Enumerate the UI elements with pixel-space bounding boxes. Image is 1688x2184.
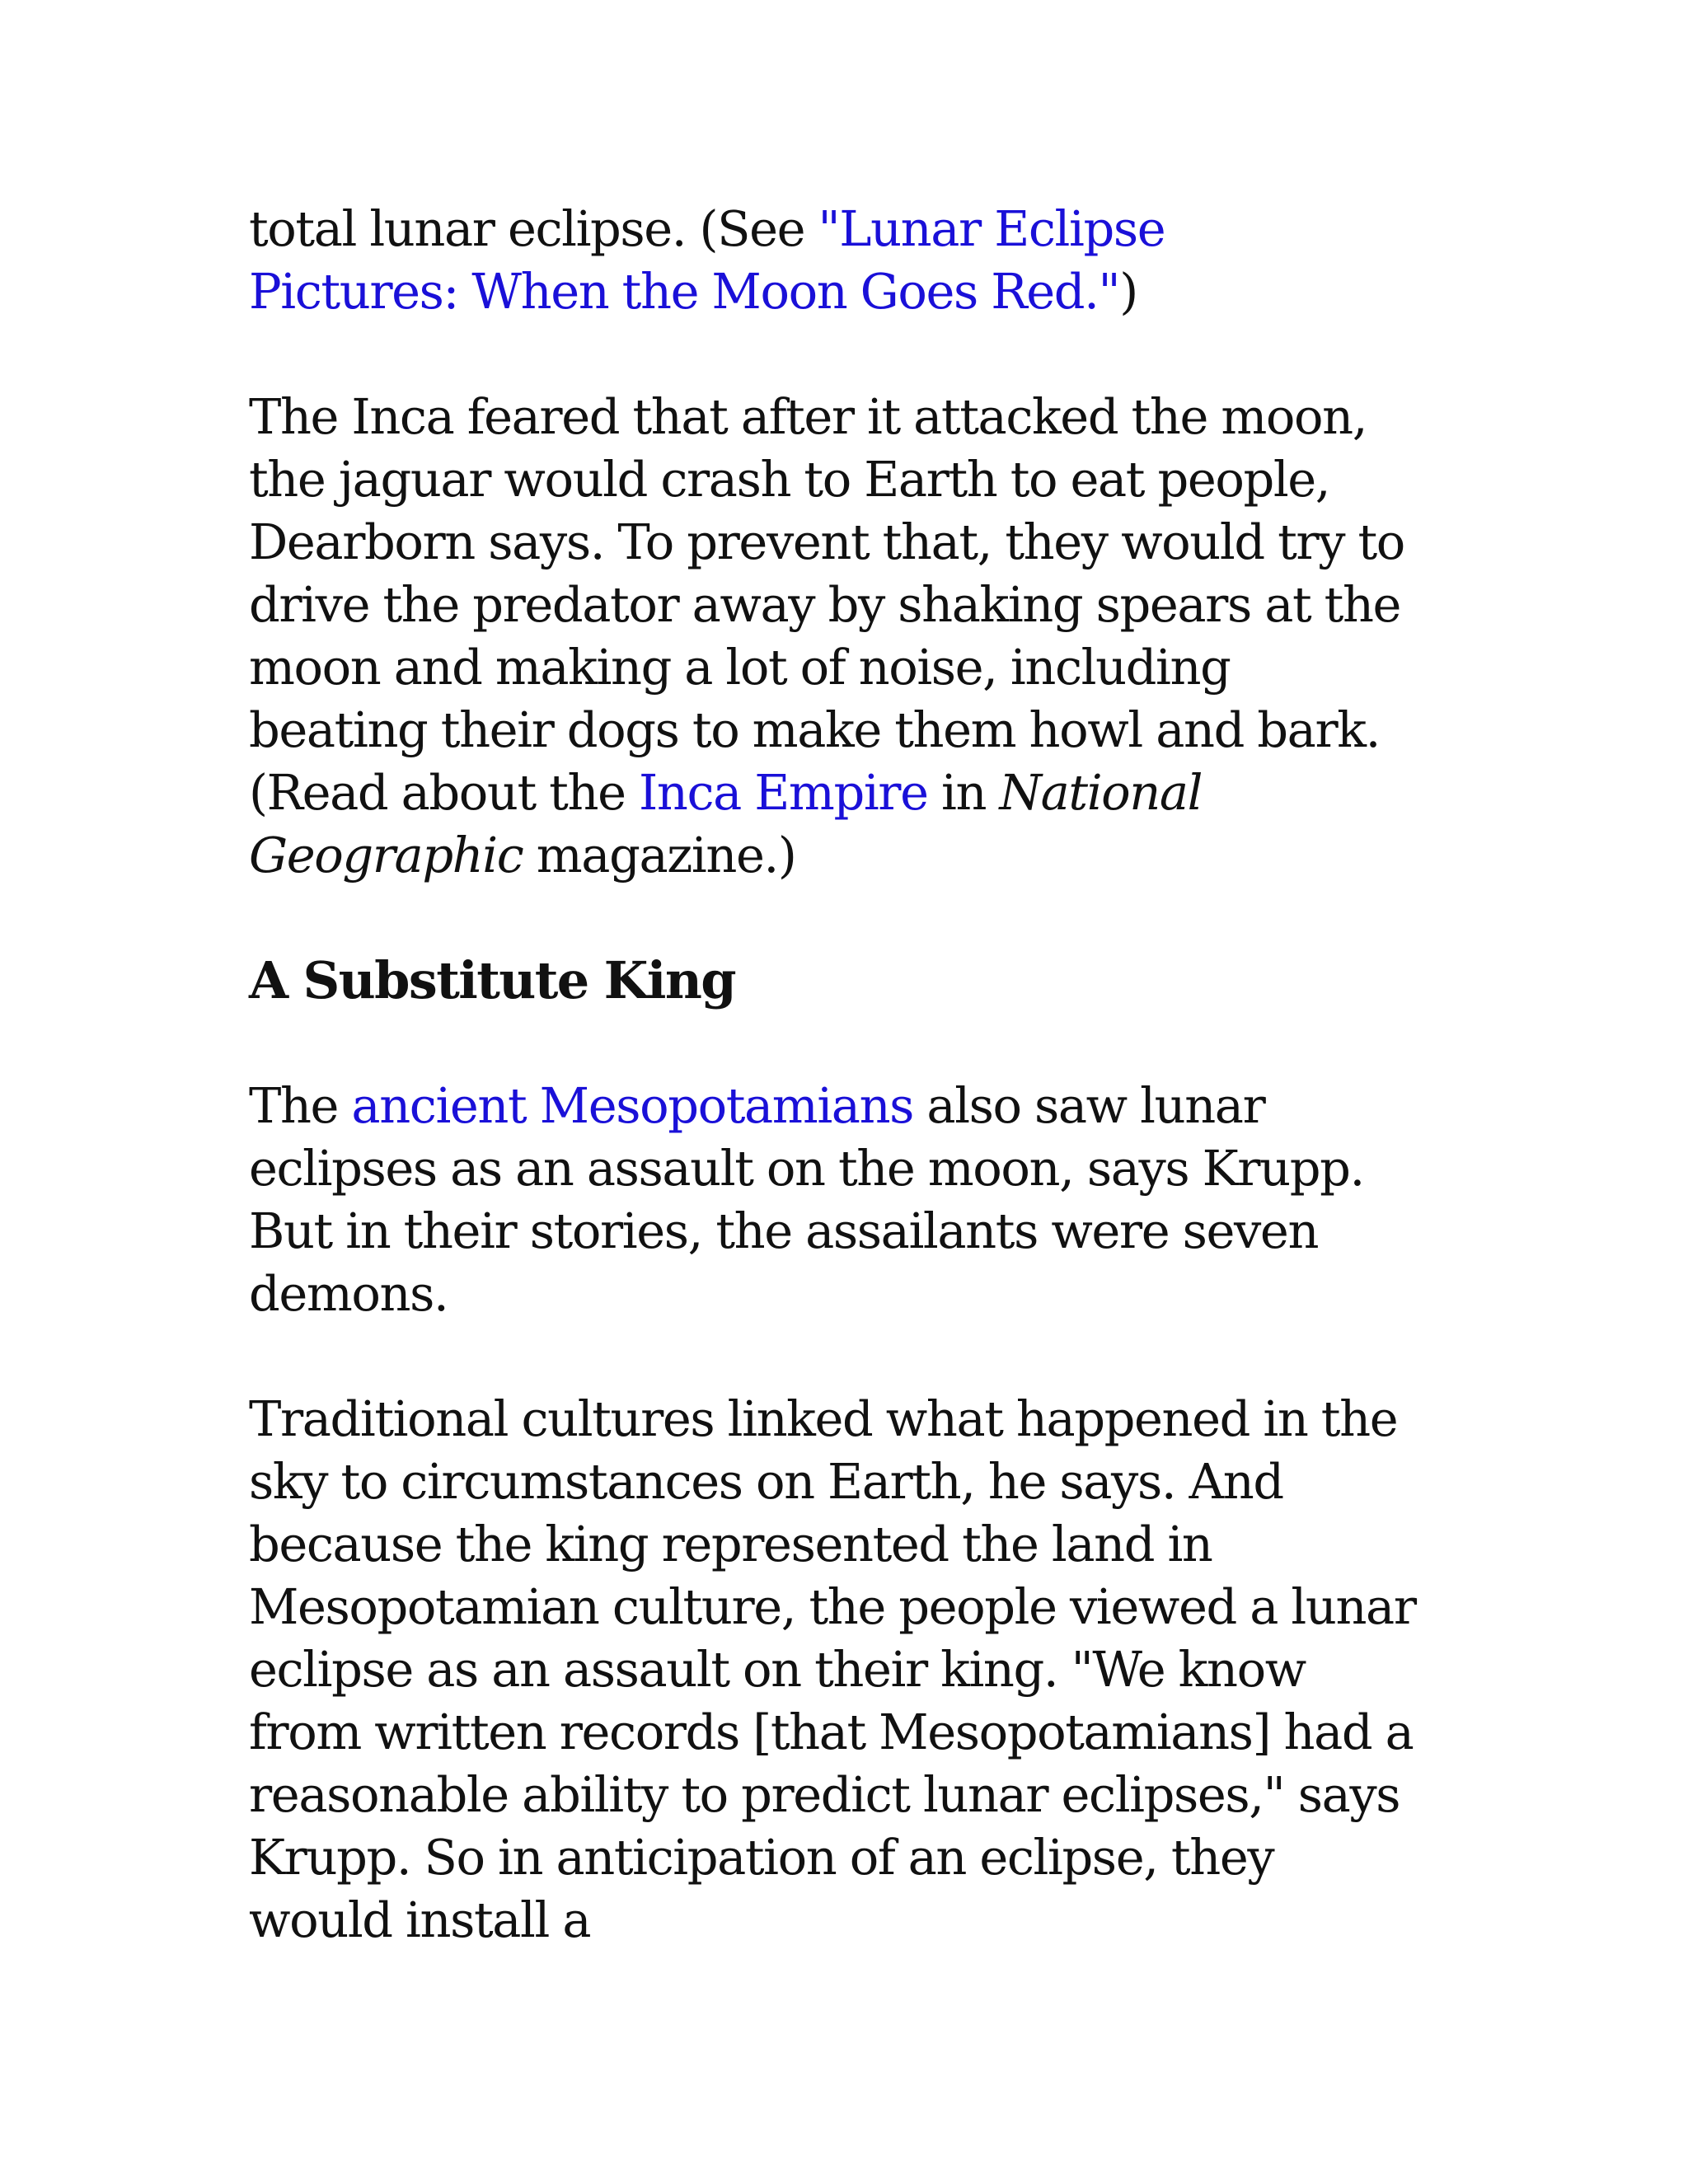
article-body <box>249 198 1419 1952</box>
paragraph-mesopotamians <box>249 1075 1419 1325</box>
paragraph-inca <box>249 386 1419 887</box>
section-heading: A Substitute King <box>249 950 736 1010</box>
paragraph-text: total lunar eclipse. (See <box>249 200 818 257</box>
link-inca-empire[interactable]: Inca Empire <box>638 764 928 821</box>
paragraph-text: magazine.) <box>523 827 796 883</box>
link-lunar-eclipse-pictures[interactable]: "Lunar Eclipse Pictures: When the Moon Goes Red." <box>249 200 1165 320</box>
paragraph-text: in <box>927 764 1000 821</box>
paragraph-text: ) <box>1119 263 1137 320</box>
publication-title: National Geographic <box>249 764 1203 883</box>
paragraph-text: The Inca feared that after it attacked the moon, the jaguar would crash to Earth to eat people, Dearborn says. To prevent that, they would try to drive the predator away by shaking spears at the moon and making a lot of noise, including beating their dogs to make them howl and bark. (Read about the <box>249 388 1404 821</box>
paragraph-text: also saw lunar eclipses as an assault on the moon, says Krupp. But in their stories, the assailants were seven demons. <box>249 1077 1364 1322</box>
paragraph-text: The <box>249 1077 352 1134</box>
paragraph-traditional-cultures: Traditional cultures linked what happened in the sky to circumstances on Earth, he says. And because the king represented the land in Mesopotamian culture, the people viewed a lunar eclipse as an assault on their king. "We know from written records [that Mesopotamians] had a reasonable ability to predict lunar eclipses," says Krupp. So in anticipation of an eclipse, they would install a <box>249 1390 1416 1948</box>
link-ancient-mesopotamians[interactable]: ancient Mesopotamians <box>351 1077 914 1134</box>
paragraph-eclipse-pictures <box>249 198 1419 323</box>
